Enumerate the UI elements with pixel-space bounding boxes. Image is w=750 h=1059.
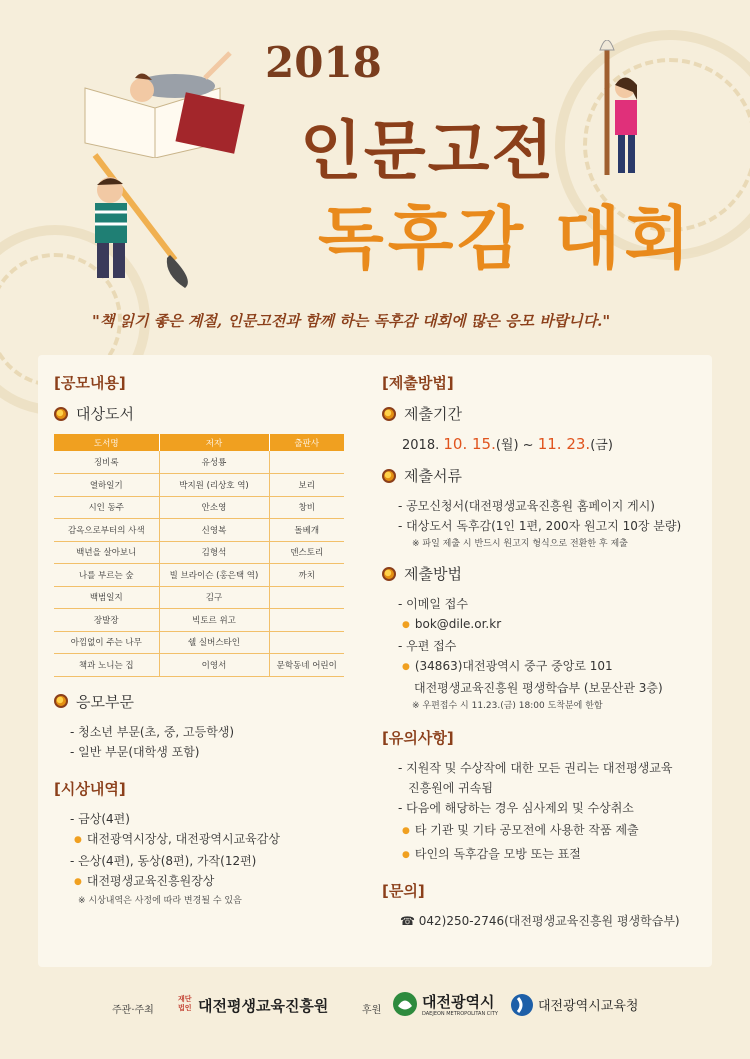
book-publisher bbox=[269, 631, 344, 654]
bullet-coin-icon bbox=[382, 567, 396, 581]
edu-name: 대전광역시교육청 bbox=[538, 999, 639, 1014]
daejeon-education-logo-icon bbox=[510, 993, 534, 1017]
address-line-2: 대전평생교육진흥원 평생학습부 (보문산관 3층) bbox=[414, 681, 663, 695]
table-row bbox=[54, 564, 344, 587]
books-heading: 대상도서 bbox=[54, 403, 354, 424]
book-title: 징비록 bbox=[54, 451, 159, 474]
email-label: - 이메일 접수 bbox=[398, 597, 468, 611]
book-author: 이영서 bbox=[159, 654, 269, 677]
book-title: 나를 부르는 숲 bbox=[54, 564, 159, 587]
notice-other-contest: ● 타 기관 및 기타 공모전에 사용한 작품 제출 bbox=[382, 820, 712, 842]
award-gold-detail: ● 대전광역시장상, 대전광역시교육감상 bbox=[54, 829, 354, 851]
sponsor-label: 후원 bbox=[362, 1005, 382, 1016]
host-label: 주관·주최 bbox=[112, 1005, 154, 1016]
daejeon-city-logo-icon bbox=[392, 991, 418, 1017]
girl-with-brush-illustration bbox=[595, 40, 655, 180]
notice-plagiarism: ● 타인의 독후감을 모방 또는 표절 bbox=[382, 844, 712, 866]
table-row bbox=[54, 474, 344, 497]
category-youth: - 청소년 부문(초, 중, 고등학생) bbox=[70, 724, 235, 739]
table-row bbox=[54, 496, 344, 519]
title-line-2: 독후감 대회 bbox=[318, 199, 695, 279]
category-general: - 일반 부문(대학생 포함) bbox=[70, 744, 200, 759]
table-row bbox=[54, 586, 344, 609]
host-name: 대전평생교육진흥원 bbox=[198, 997, 329, 1015]
book-title: 백년을 살아보니 bbox=[54, 541, 159, 564]
book-title: 책과 노니는 집 bbox=[54, 654, 159, 677]
table-row bbox=[54, 654, 344, 677]
section-notice-heading: [유의사항] bbox=[382, 729, 454, 747]
docs-note: ※ 파일 제출 시 반드시 원고지 형식으로 전환한 후 제출 bbox=[412, 539, 628, 549]
table-header-publisher: 출판사 bbox=[269, 434, 344, 451]
book-title: 열하일기 bbox=[54, 474, 159, 497]
notice-rights: - 지원작 및 수상작에 대한 모든 권리는 대전평생교육 bbox=[398, 761, 673, 775]
book-title: 시인 동주 bbox=[54, 496, 159, 519]
book-author: 김형석 bbox=[159, 541, 269, 564]
books-table-body bbox=[54, 451, 344, 676]
award-note: ※ 시상내역은 사정에 따라 변경될 수 있음 bbox=[78, 895, 242, 906]
book-title: 감옥으로부터의 사색 bbox=[54, 519, 159, 542]
book-publisher: 문학동네 어린이 bbox=[269, 654, 344, 677]
table-row bbox=[54, 631, 344, 654]
book-author: 빌 브라이슨 (홍은택 역) bbox=[159, 564, 269, 587]
table-row bbox=[54, 609, 344, 632]
doc-essay: - 대상도서 독후감(1인 1편, 200자 원고지 10장 분량) bbox=[398, 519, 682, 533]
title-line-1: 인문고전 bbox=[300, 114, 556, 189]
period-heading: 제출기간 bbox=[382, 403, 712, 424]
email-address[interactable]: ● bok@dile.or.kr bbox=[382, 614, 712, 636]
book-author: 쉘 실버스타인 bbox=[159, 631, 269, 654]
section-awards-heading: [시상내역] bbox=[54, 779, 126, 798]
docs-heading: 제출서류 bbox=[382, 465, 712, 486]
category-heading: 응모부문 bbox=[54, 691, 354, 712]
bullet-coin-icon bbox=[382, 469, 396, 483]
book-publisher: 덴스토리 bbox=[269, 541, 344, 564]
book-author: 박지원 (리상호 역) bbox=[159, 474, 269, 497]
table-header-author: 저자 bbox=[159, 434, 269, 451]
submission-period: 2018. 10. 15.(월) ~ 11. 23.(금) bbox=[402, 435, 613, 453]
footer bbox=[0, 985, 750, 1025]
event-year: 2018 bbox=[265, 38, 382, 87]
award-silver-detail: ● 대전평생교육진흥원장상 bbox=[54, 871, 354, 893]
bullet-coin-icon bbox=[54, 694, 68, 708]
book-author: 빅토르 위고 bbox=[159, 609, 269, 632]
city-name: 대전광역시 bbox=[422, 993, 495, 1011]
book-title: 아낌없이 주는 나무 bbox=[54, 631, 159, 654]
book-publisher: 까치 bbox=[269, 564, 344, 587]
book-publisher: 돌베개 bbox=[269, 519, 344, 542]
table-row bbox=[54, 541, 344, 564]
table-row bbox=[54, 451, 344, 474]
notice-rights-cont: 진흥원에 귀속됨 bbox=[408, 781, 493, 795]
book-author: 신영복 bbox=[159, 519, 269, 542]
right-column bbox=[382, 372, 712, 931]
book-reader-illustration bbox=[80, 48, 250, 158]
boy-with-brush-illustration bbox=[85, 150, 195, 290]
bullet-coin-icon bbox=[382, 407, 396, 421]
award-silver: - 은상(4편), 동상(8편), 가작(12편) bbox=[70, 853, 257, 868]
notice-disqualify: - 다음에 해당하는 경우 심사제외 및 수상취소 bbox=[398, 801, 634, 815]
table-header-title: 도서명 bbox=[54, 434, 159, 451]
left-column bbox=[54, 372, 354, 910]
book-publisher bbox=[269, 609, 344, 632]
book-publisher: 보리 bbox=[269, 474, 344, 497]
doc-application: - 공모신청서(대전평생교육진흥원 홈페이지 게시) bbox=[398, 499, 655, 513]
contact-phone: ☎ 042)250-2746(대전평생교육진흥원 평생학습부) bbox=[400, 914, 680, 928]
book-author: 김구 bbox=[159, 586, 269, 609]
table-row bbox=[54, 519, 344, 542]
city-sub: DAEJEON METROPOLITAN CITY bbox=[422, 1011, 498, 1017]
book-publisher bbox=[269, 586, 344, 609]
post-label: - 우편 접수 bbox=[398, 639, 457, 653]
foundation-mark-icon: 재단 법인 bbox=[178, 995, 192, 1012]
address-line-1: ● (34863)대전광역시 중구 중앙로 101 bbox=[382, 656, 712, 678]
method-heading: 제출방법 bbox=[382, 563, 712, 584]
book-publisher: 창비 bbox=[269, 496, 344, 519]
section-contest-heading: [공모내용] bbox=[54, 374, 126, 392]
book-title: 장발장 bbox=[54, 609, 159, 632]
book-author: 안소영 bbox=[159, 496, 269, 519]
books-table bbox=[54, 434, 344, 677]
section-contact-heading: [문의] bbox=[382, 882, 425, 900]
bullet-coin-icon bbox=[54, 407, 68, 421]
award-gold: - 금상(4편) bbox=[70, 811, 130, 826]
slogan: "책 읽기 좋은 계절, 인문고전과 함께 하는 독후감 대회에 많은 응모 바랍니다." bbox=[92, 312, 611, 330]
book-title: 백범일지 bbox=[54, 586, 159, 609]
section-submit-heading: [제출방법] bbox=[382, 374, 454, 392]
post-note: ※ 우편접수 시 11.23.(금) 18:00 도착분에 한함 bbox=[412, 701, 603, 711]
book-publisher bbox=[269, 451, 344, 474]
book-author: 유성룡 bbox=[159, 451, 269, 474]
